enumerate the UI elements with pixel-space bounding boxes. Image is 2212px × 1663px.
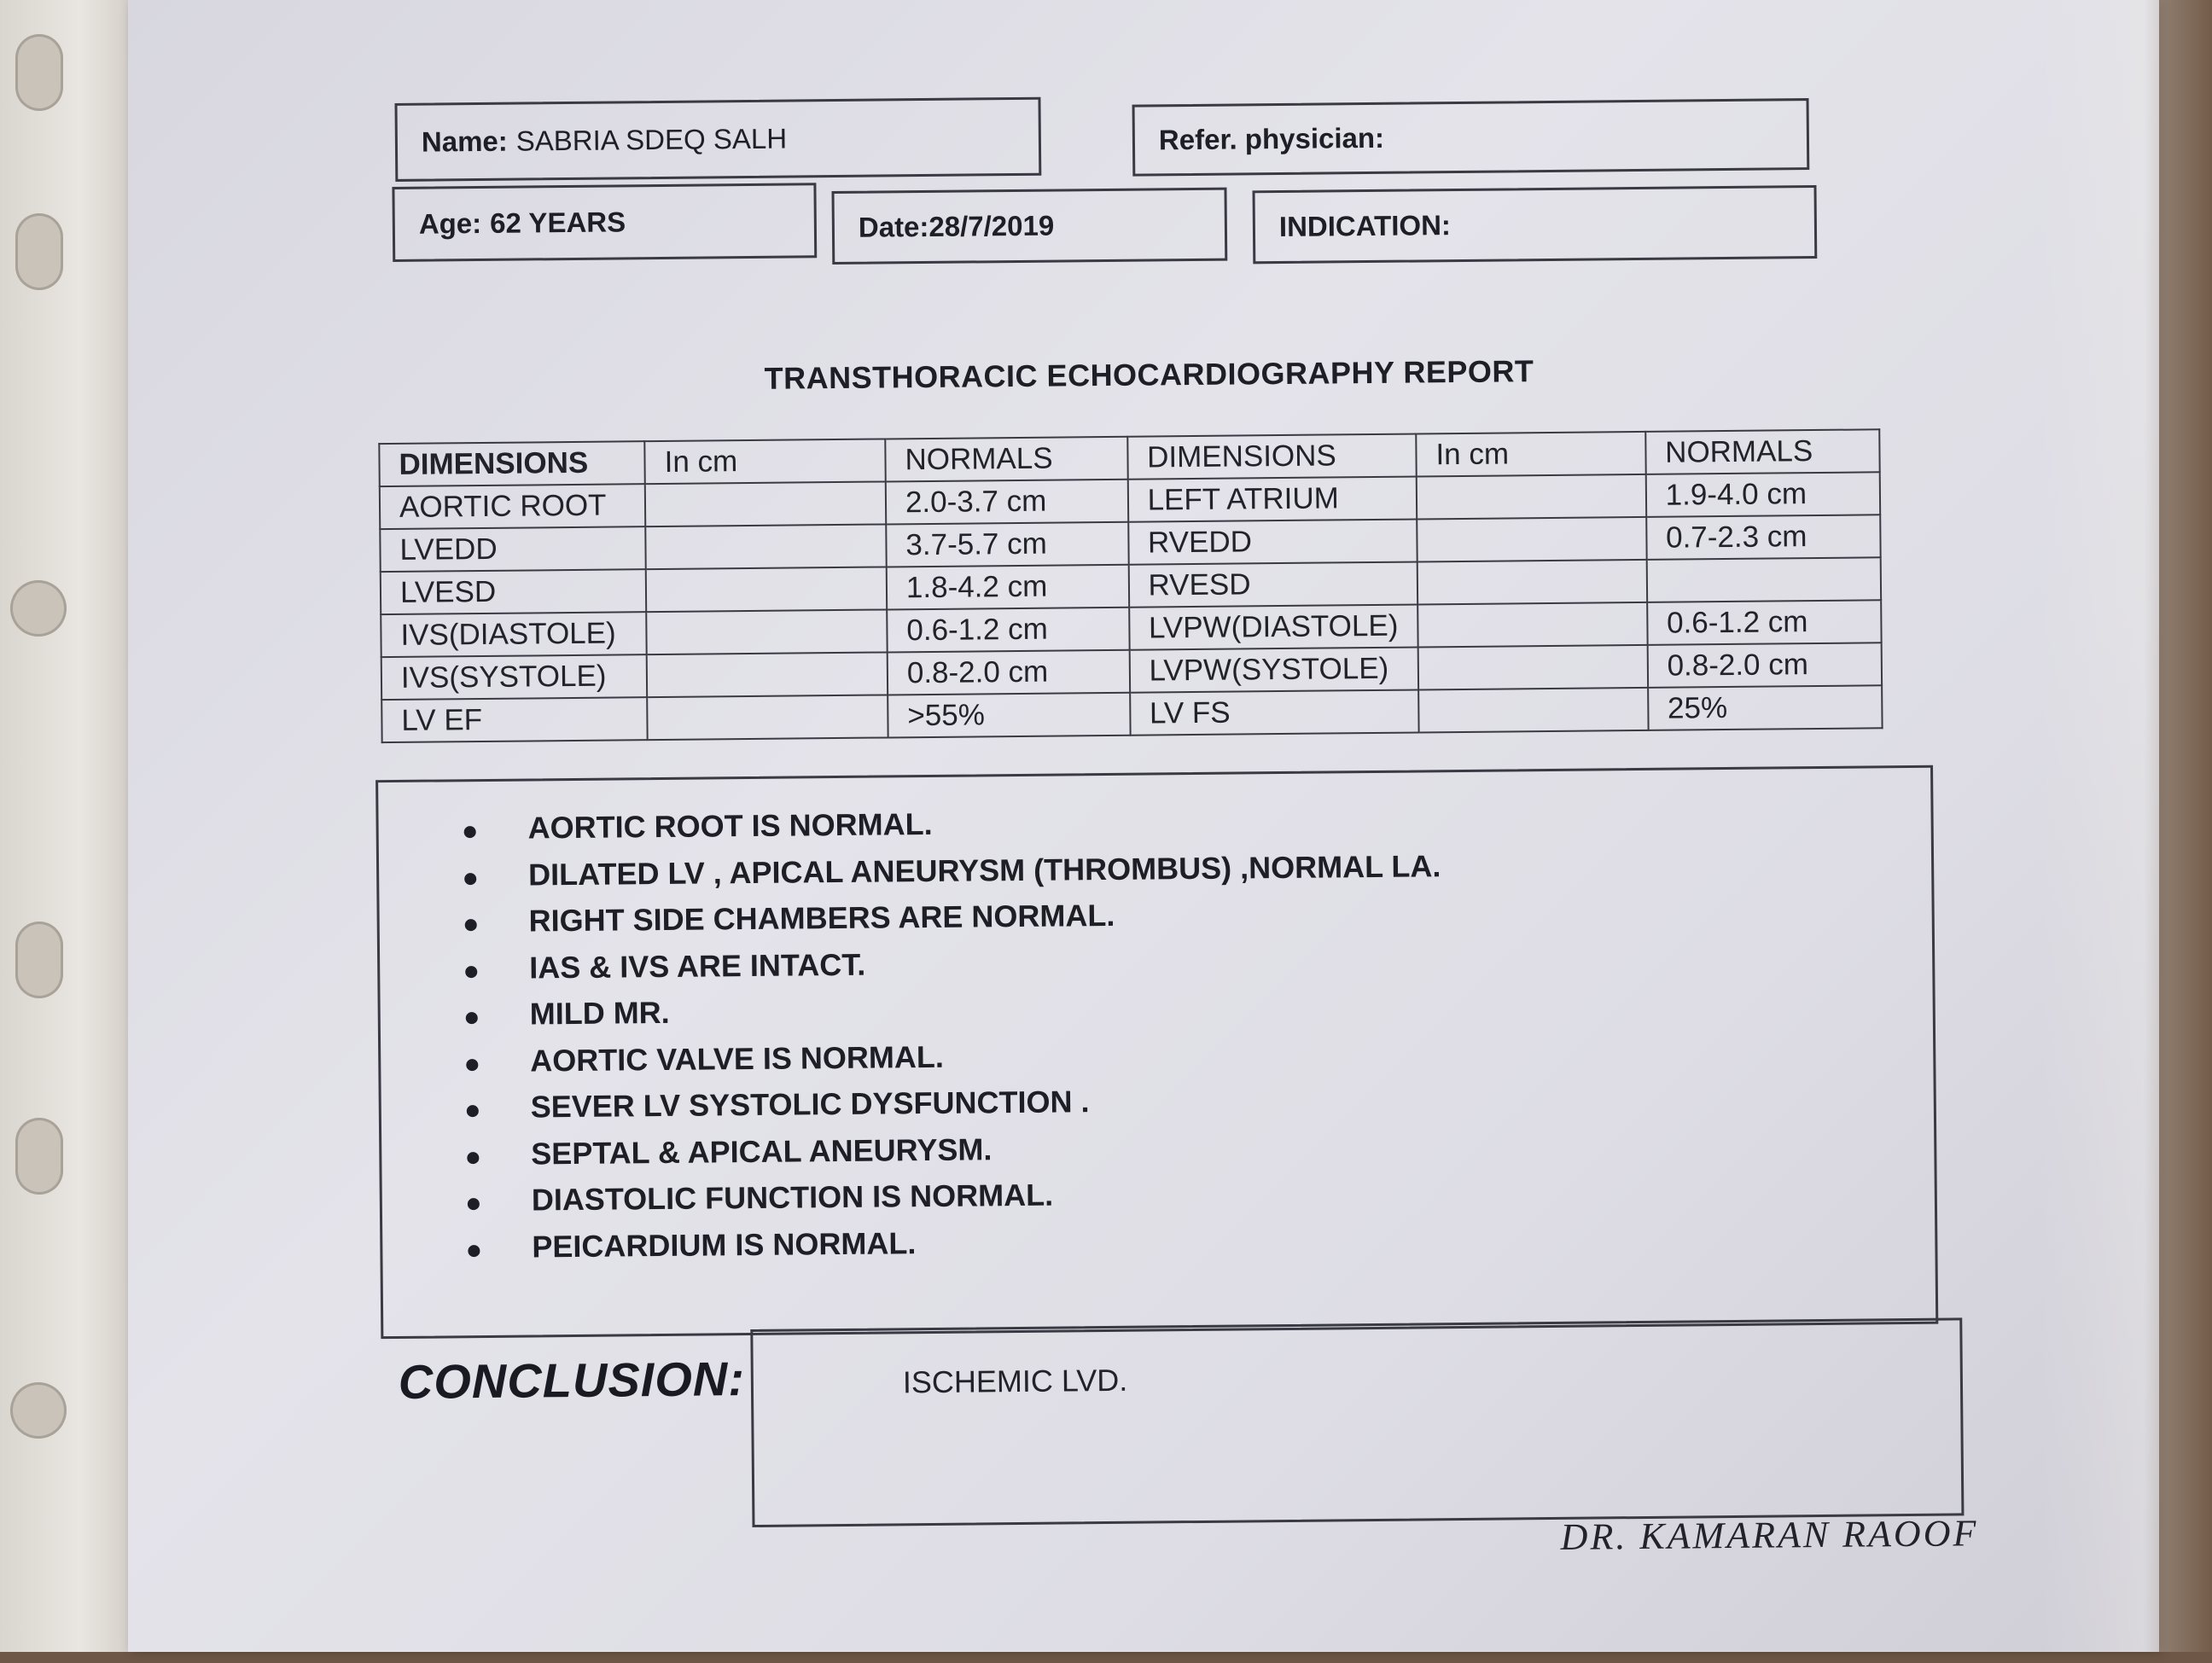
table-cell bbox=[1646, 557, 1881, 602]
table-cell: IVS(SYSTOLE) bbox=[381, 654, 648, 700]
report-title: TRANSTHORACIC ECHOCARDIOGRAPHY REPORT bbox=[764, 353, 1534, 396]
physician-field bbox=[1132, 98, 1810, 177]
table-cell bbox=[1417, 560, 1647, 605]
finding-item: DILATED LV , APICAL ANEURYSM (THROMBUS) ,NORMAL LA. bbox=[464, 843, 1441, 898]
finding-item: AORTIC VALVE IS NORMAL. bbox=[466, 1029, 1443, 1084]
conclusion-text: ISCHEMIC LVD. bbox=[902, 1362, 1128, 1400]
table-cell: LVPW(SYSTOLE) bbox=[1129, 647, 1418, 692]
dimensions-table bbox=[378, 428, 1883, 743]
finding-item: AORTIC ROOT IS NORMAL. bbox=[463, 796, 1441, 852]
finding-item: SEPTAL & APICAL ANEURYSM. bbox=[467, 1122, 1444, 1177]
table-cell bbox=[646, 567, 887, 612]
table-cell: 2.0-3.7 cm bbox=[886, 480, 1128, 525]
age-field bbox=[392, 183, 817, 262]
table-cell: LV FS bbox=[1130, 689, 1419, 735]
table-cell bbox=[1417, 602, 1647, 648]
table-cell bbox=[647, 695, 888, 740]
finding-item: MILD MR. bbox=[465, 982, 1442, 1038]
table-cell: 0.7-2.3 cm bbox=[1646, 515, 1881, 560]
table-cell: LVEDD bbox=[380, 526, 646, 572]
date-label: Date: bbox=[858, 210, 929, 243]
table-cell bbox=[645, 481, 886, 526]
table-cell: LV EF bbox=[381, 697, 648, 742]
date-field bbox=[831, 188, 1227, 265]
table-cell: 3.7-5.7 cm bbox=[886, 522, 1128, 567]
finding-item: RIGHT SIDE CHAMBERS ARE NORMAL. bbox=[464, 889, 1441, 945]
table-cell bbox=[647, 652, 888, 697]
table-cell: 0.6-1.2 cm bbox=[1647, 600, 1882, 645]
conclusion-box bbox=[750, 1317, 1964, 1527]
age-value: 62 YEARS bbox=[489, 206, 626, 239]
table-cell bbox=[646, 609, 887, 654]
table-header: DIMENSIONS bbox=[1127, 433, 1417, 479]
physician-label: Refer. physician: bbox=[1158, 121, 1385, 156]
table-cell: AORTIC ROOT bbox=[380, 484, 646, 529]
table-cell bbox=[1417, 517, 1646, 562]
table-cell: 25% bbox=[1648, 685, 1883, 730]
table-cell: RVESD bbox=[1128, 561, 1417, 607]
doctor-signature: DR. KAMARAN RAOOF bbox=[1560, 1512, 1979, 1558]
table-cell: >55% bbox=[888, 693, 1130, 738]
table-header: In cm bbox=[644, 439, 885, 484]
table-cell: 0.8-2.0 cm bbox=[1647, 643, 1882, 688]
conclusion-label: CONCLUSION: bbox=[398, 1352, 746, 1409]
date-value: 28/7/2019 bbox=[928, 209, 1055, 242]
table-header: DIMENSIONS bbox=[379, 441, 645, 486]
table-cell bbox=[1417, 474, 1646, 520]
table-header: NORMALS bbox=[1645, 429, 1880, 474]
table-header: In cm bbox=[1416, 432, 1645, 477]
table-cell: 0.8-2.0 cm bbox=[888, 650, 1130, 695]
finding-item: DIASTOLIC FUNCTION IS NORMAL. bbox=[468, 1168, 1445, 1224]
table-cell: RVEDD bbox=[1128, 519, 1417, 564]
finding-item: SEVER LV SYSTOLIC DYSFUNCTION . bbox=[467, 1075, 1444, 1131]
name-value: SABRIA SDEQ SALH bbox=[515, 122, 788, 157]
table-cell bbox=[645, 524, 886, 569]
table-cell: 1.9-4.0 cm bbox=[1645, 472, 1880, 517]
table-cell bbox=[1418, 688, 1648, 733]
table-header: NORMALS bbox=[885, 437, 1127, 482]
finding-item: IAS & IVS ARE INTACT. bbox=[465, 936, 1442, 991]
indication-field bbox=[1253, 185, 1818, 264]
findings-list bbox=[463, 796, 1444, 1271]
table-cell: LEFT ATRIUM bbox=[1127, 476, 1417, 521]
age-label: Age: bbox=[418, 206, 482, 240]
table-cell: 0.6-1.2 cm bbox=[887, 608, 1129, 653]
plastic-sleeve-edge bbox=[2041, 0, 2212, 1652]
indication-label: INDICATION: bbox=[1278, 209, 1452, 243]
name-label: Name: bbox=[421, 125, 508, 158]
findings-box bbox=[375, 765, 1938, 1339]
table-cell: LVPW(DIASTOLE) bbox=[1129, 604, 1418, 649]
table-cell: IVS(DIASTOLE) bbox=[381, 612, 647, 657]
finding-item: PEICARDIUM IS NORMAL. bbox=[468, 1215, 1445, 1271]
table-cell: LVESD bbox=[381, 569, 647, 614]
name-field bbox=[394, 97, 1041, 182]
table-cell: 1.8-4.2 cm bbox=[887, 565, 1129, 610]
table-cell bbox=[1418, 645, 1648, 690]
